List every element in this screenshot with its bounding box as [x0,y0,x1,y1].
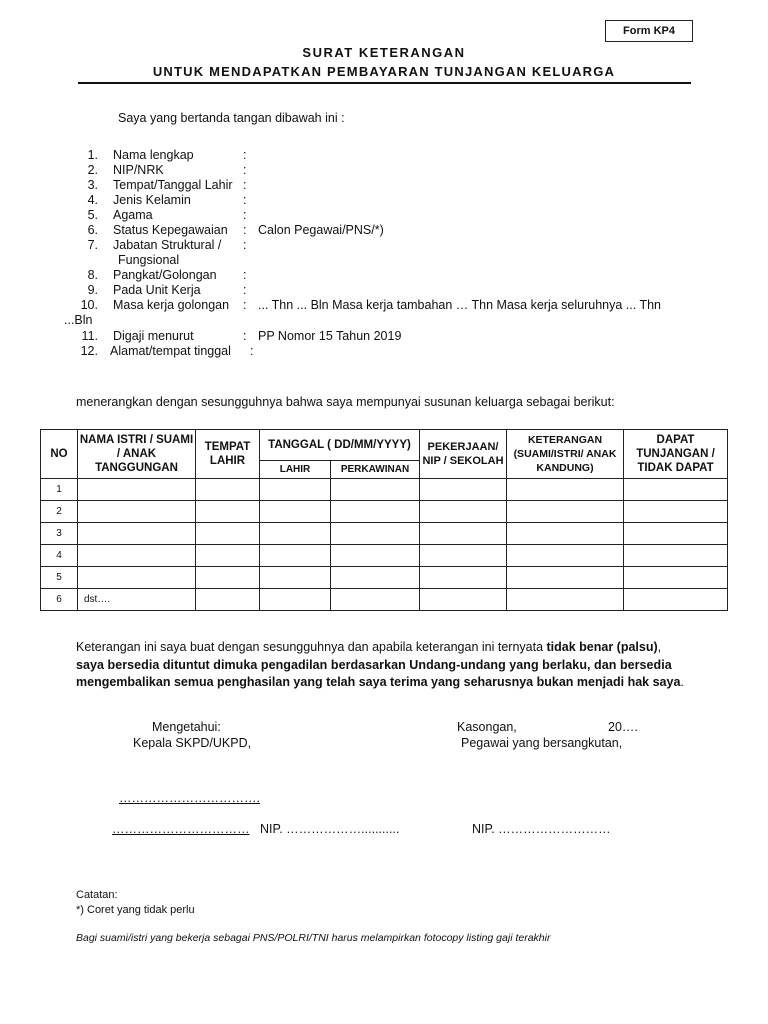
field-colon: : [250,344,254,358]
row-cell [260,545,331,567]
field-number: 11. [81,329,98,343]
field-colon: : [243,163,247,177]
intro-text: Saya yang bertanda tangan dibawah ini : [118,111,345,125]
statement-punct: , [657,640,662,654]
field-value: ... Thn ... Bln Masa kerja tambahan … Thn Masa kerja seluruhnya ... Thn [258,298,661,312]
sign-left-nip-line: …………………………… [112,822,250,836]
row-cell [196,479,260,501]
row-number: 2 [41,501,78,523]
row-cell [331,589,420,611]
row-cell [507,545,624,567]
row-cell [260,479,331,501]
sign-right-nip: NIP. ……………………… [472,822,611,836]
notes-heading: Catatan: [76,889,118,901]
statement-line-3 [76,675,684,689]
field-colon: : [243,298,247,312]
header-lahir: LAHIR [260,461,331,479]
field-number: 2. [87,163,98,177]
field-label: Digaji menurut [113,329,194,343]
field-number: 12. [80,344,98,358]
table-row [41,589,728,611]
field-colon: : [243,268,247,282]
row-nama: dst…. [78,589,196,611]
row-cell [507,589,624,611]
note-strike-instruction: *) Coret yang tidak perlu [76,904,195,916]
sign-left-nip: NIP. ………………........... [260,822,400,836]
row-cell [624,501,728,523]
field-label-continued: Fungsional [118,253,180,267]
table-row [41,523,728,545]
field-value-wrap: ...Bln [64,313,93,327]
row-cell [507,479,624,501]
field-label: Pangkat/Golongan [113,268,217,282]
row-nama [78,567,196,589]
field-number: 1. [87,148,98,162]
row-cell [420,589,507,611]
field-label: Tempat/Tanggal Lahir [113,178,233,192]
field-colon: : [243,208,247,222]
row-cell [331,501,420,523]
form-code-box: Form KP4 [605,20,693,42]
field-colon: : [243,238,247,252]
row-cell [331,479,420,501]
field-colon: : [243,283,247,297]
row-cell [420,523,507,545]
row-cell [420,501,507,523]
header-no: NO [41,430,78,479]
row-nama [78,479,196,501]
row-cell [420,567,507,589]
document-title: SURAT KETERANGAN [302,45,466,60]
row-cell [624,589,728,611]
row-cell [331,523,420,545]
row-nama [78,523,196,545]
statement-end: . [680,675,684,689]
statement-line-3-text: mengembalikan semua penghasilan yang telah saya terima yang seharusnya bukan menjadi hak saya [76,675,681,689]
statement-line-2: saya bersedia dituntut dimuka pengadilan berdasarkan Undang-undang yang berlaku, dan bersedia [76,658,672,672]
table-row [41,545,728,567]
field-label: Pada Unit Kerja [113,283,201,297]
row-cell [260,523,331,545]
header-keterangan: KETERANGAN (SUAMI/ISTRI/ ANAK KANDUNG) [507,430,624,479]
field-colon: : [243,148,247,162]
field-colon: : [243,223,247,237]
statement-text: Keterangan ini saya buat dengan sesungguhnya dan apabila keterangan ini ternyata [76,640,547,654]
row-nama [78,501,196,523]
statement-line-1 [76,640,661,654]
row-cell [420,545,507,567]
row-cell [196,545,260,567]
field-label: Agama [113,208,153,222]
statement-emphasis: tidak benar (palsu) [546,640,658,654]
field-label: Jabatan Struktural / [113,238,222,252]
table-row [41,479,728,501]
field-label: Status Kepegawaian [113,223,228,237]
field-number: 5. [87,208,98,222]
field-label: Nama lengkap [113,148,194,162]
row-number: 4 [41,545,78,567]
field-number: 10. [80,298,98,312]
field-number: 9. [87,283,98,297]
row-cell [196,589,260,611]
field-number: 6. [87,223,98,237]
field-number: 7. [87,238,98,252]
row-cell [624,567,728,589]
row-number: 5 [41,567,78,589]
table-row [41,567,728,589]
row-cell [260,501,331,523]
sign-place: Kasongan, [457,720,517,734]
row-cell [624,545,728,567]
row-cell [331,545,420,567]
field-number: 8. [87,268,98,282]
field-label: Jenis Kelamin [113,193,191,207]
header-perkawinan: PERKAWINAN [331,461,420,479]
header-pekerjaan: PEKERJAAN/ NIP / SEKOLAH [420,430,507,479]
row-cell [507,501,624,523]
field-colon: : [243,193,247,207]
row-cell [624,523,728,545]
title-underline [78,82,691,84]
row-cell [196,567,260,589]
header-tempat-lahir: TEMPAT LAHIR [196,430,260,479]
sign-left-name-line: ……………………………. [119,791,260,805]
row-cell [260,589,331,611]
family-table [40,429,728,611]
note-attachment-requirement: Bagi suami/istri yang bekerja sebagai PNS/POLRI/TNI harus melampirkan fotocopy listing gaji terakhir [76,932,551,944]
header-tanggal: TANGGAL ( DD/MM/YYYY) [260,430,420,461]
row-cell [420,479,507,501]
sign-left-label: Mengetahui: [152,720,221,734]
row-cell [507,523,624,545]
field-label: NIP/NRK [113,163,164,177]
field-value: Calon Pegawai/PNS/*) [258,223,384,237]
table-row [41,501,728,523]
row-number: 1 [41,479,78,501]
row-nama [78,545,196,567]
header-nama: NAMA ISTRI / SUAMI / ANAK TANGGUNGAN [78,430,196,479]
sign-date: 20…. [608,720,638,734]
field-number: 4. [87,193,98,207]
row-number: 3 [41,523,78,545]
row-cell [624,479,728,501]
row-cell [260,567,331,589]
field-colon: : [243,178,247,192]
row-cell [196,501,260,523]
field-value: PP Nomor 15 Tahun 2019 [258,329,402,343]
declaration-text: menerangkan dengan sesungguhnya bahwa saya mempunyai susunan keluarga sebagai berikut: [76,395,615,409]
row-cell [331,567,420,589]
row-number: 6 [41,589,78,611]
field-number: 3. [87,178,98,192]
row-cell [507,567,624,589]
document-subtitle: UNTUK MENDAPATKAN PEMBAYARAN TUNJANGAN KELUARGA [152,64,616,79]
header-dapat-tunjangan: DAPAT TUNJANGAN / TIDAK DAPAT [624,430,728,479]
field-label: Masa kerja golongan [113,298,230,312]
field-colon: : [243,329,247,343]
sign-left-title: Kepala SKPD/UKPD, [133,736,252,750]
field-label: Alamat/tempat tinggal [110,344,231,358]
row-cell [196,523,260,545]
sign-right-title: Pegawai yang bersangkutan, [461,736,623,750]
